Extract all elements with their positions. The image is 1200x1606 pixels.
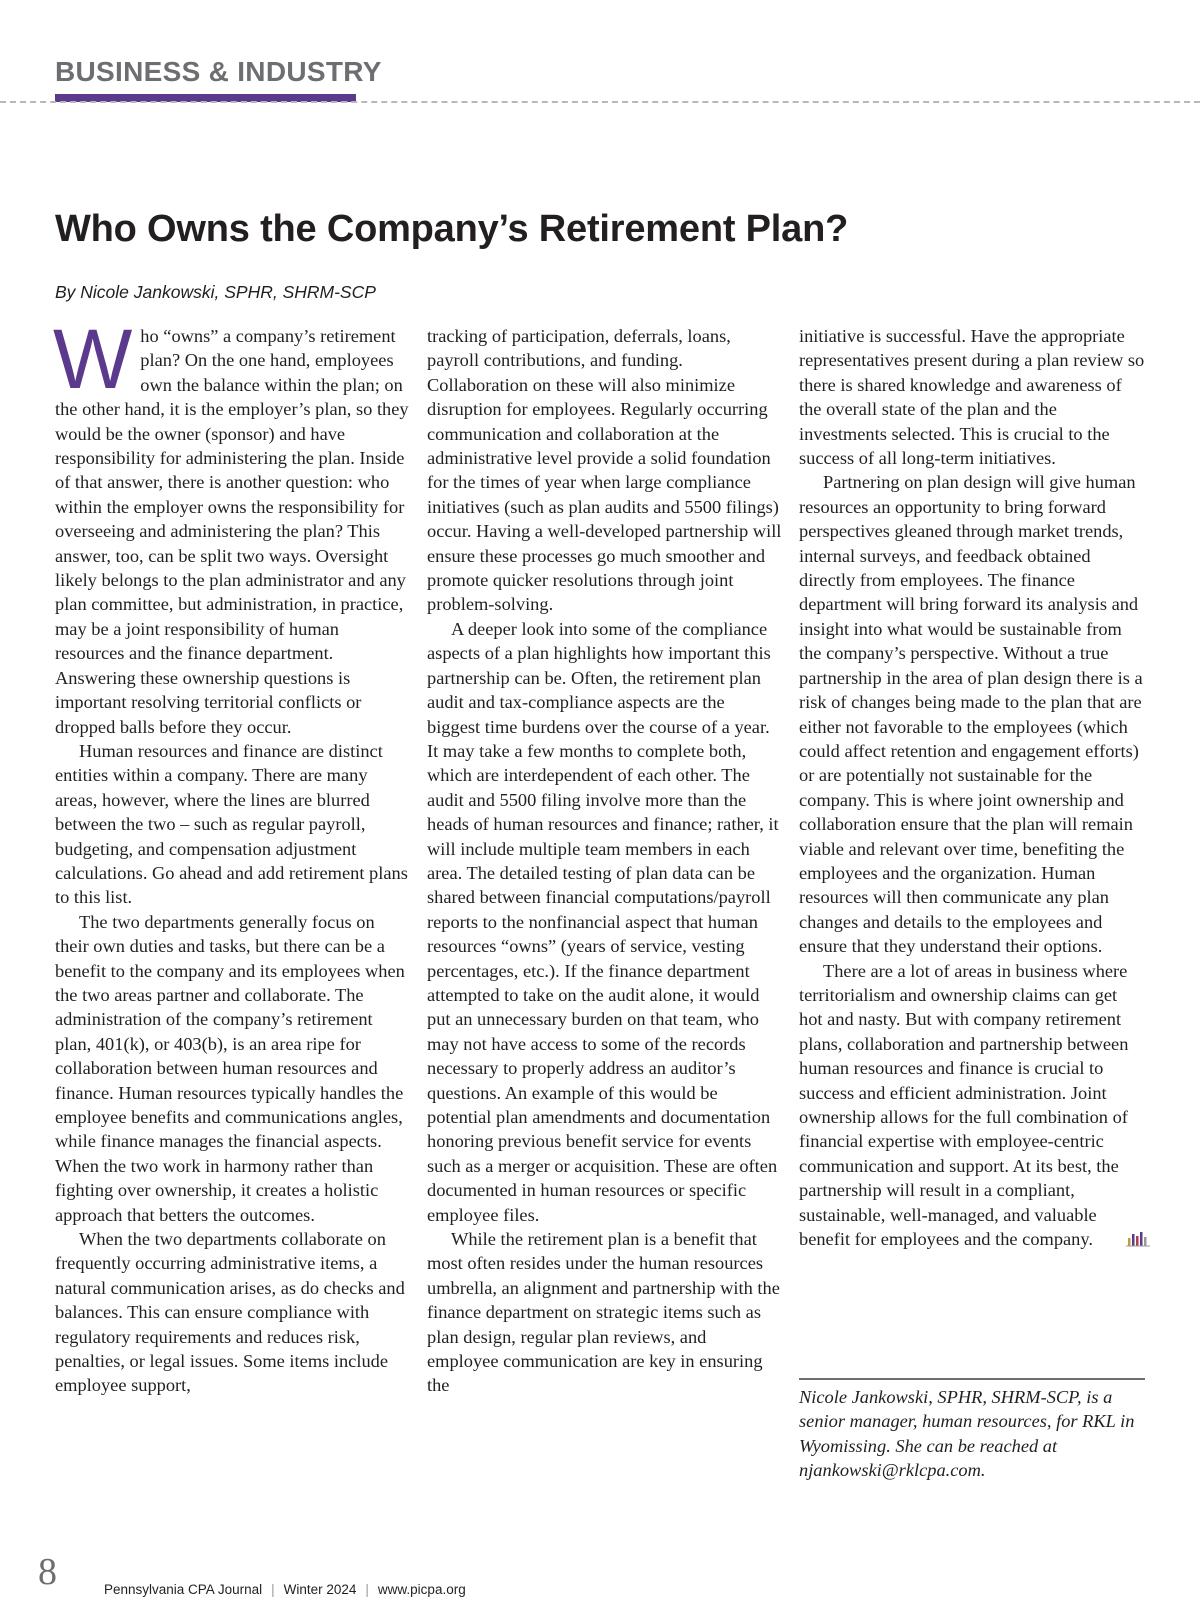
page-number: 8 [38,1551,57,1593]
paragraph-text: ho “owns” a company’s retirement plan? On the one hand, employees own the balance within the plan; on the other hand, it is the employer’s plan, so they would be the owner (sponsor) and have responsibility for administering the plan. Inside of that answer, there is another question: who within the employer owns the responsibility for overseeing and administering the plan? This answer, too, can be split two ways. Oversight likely belongs to the plan administrator and any plan committee, but administration, in practice, may be a joint responsibility of human resources and the finance department. Answering these ownership questions is important resolving territorial conflicts or dropped balls before they occur. [55,326,409,737]
paragraph: While the retirement plan is a benefit that most often resides under the human resources umbrella, an alignment and partnership with the finance department on strategic items such as plan design, regular plan reviews, and employee communication are key in ensuring the [427,1229,780,1396]
article-column-2 [427,324,782,1398]
dashed-divider [0,101,1200,103]
paragraph-text: There are a lot of areas in business where territorialism and ownership claims can get hot and nasty. But with company retirement plans, collaboration and partnership between human resources and finance is crucial to success and efficient administration. Joint ownership allows for the full combination of financial expertise with employee-centric communication and support. At its best, the partnership will result in a compliant, sustainable, well-managed, and valuable benefit for employees and the company. [799,960,1129,1250]
footer-separator: | [365,1582,369,1597]
paragraph: Partnering on plan design will give human resources an opportunity to bring forward perspectives gleaned through market trends, internal surveys, and feedback obtained directly from employees. The finance department will bring forward its analysis and insight into what would be sustainable from the company’s perspective. Without a true partnership in the area of plan design there is a risk of changes being made to the plan that are either not favorable to the employees (which could affect retention and engagement efforts) or are potentially not sustainable for the company. This is where joint ownership and collaboration ensure that the plan will remain viable and relevant over time, benefiting the employees and the organization. Human resources will then communicate any plan changes and details to the employees and ensure that they understand their options. [799,472,1143,957]
page-footer [104,1582,466,1597]
article-column-1 [53,312,410,1398]
issue-date: Winter 2024 [283,1582,357,1597]
article-title: Who Owns the Company’s Retirement Plan? [55,208,849,250]
paragraph [799,959,1145,1252]
paragraph: When the two departments collaborate on frequently occurring administrative items, a natural communication arises, as do checks and balances. This can ensure compliance with regulatory requirements and reduces risk, penalties, or legal issues. Some items include employee support, [55,1229,405,1396]
byline: By Nicole Jankowski, SPHR, SHRM-SCP [55,282,376,302]
paragraph: tracking of participation, deferrals, loans, payroll contributions, and funding. Collaboration on these will also minimize disruption for employees. Regularly occurring communication and collaboration at the administrative level provide a solid foundation for the times of year when large compliance initiatives (such as plan audits and 5500 filings) occur. Having a well-developed partnership will ensure these processes go much smoother and promote quicker resolutions through joint problem-solving. [427,326,782,615]
paragraph: Human resources and finance are distinct entities within a company. There are many areas, however, where the lines are blurred between the two – such as regular payroll, budgeting, and compensation adjustment calculations. Go ahead and add retirement plans to this list. [55,740,408,908]
pa-cpa-logo-icon [1101,1229,1127,1247]
footer-separator: | [271,1582,275,1597]
article-column-3 [799,324,1145,1251]
section-header: BUSINESS & INDUSTRY [55,56,382,87]
publication-name: Pennsylvania CPA Journal [104,1582,263,1597]
website-link[interactable]: www.picpa.org [377,1582,466,1597]
paragraph [53,312,410,739]
paragraph: initiative is successful. Have the appropriate representatives present during a plan review so there is shared knowledge and awareness of the overall state of the plan and the investments selected. This is crucial to the success of all long-term initiatives. [799,326,1145,469]
paragraph: The two departments generally focus on their own duties and tasks, but there can be a benefit to the company and its employees when the two areas partner and collaborate. The administration of the company’s retirement plan, 401(k), or 403(b), is an area ripe for collaboration between human resources and finance. Human resources typically handles the employee benefits and communications angles, while finance manages the financial aspects. When the two work in harmony rather than fighting over ownership, it creates a holistic approach that betters the outcomes. [55,911,405,1225]
bio-divider [799,1378,1145,1380]
paragraph: A deeper look into some of the compliance aspects of a plan highlights how important this partnership can be. Often, the retirement plan audit and tax-compliance aspects are the biggest time burdens over the course of a year. It may take a few months to complete both, which are interdependent of each other. The audit and 5500 filing involve more than the heads of human resources and finance; rather, it will include multiple team members in each area. The detailed testing of plan data can be shared between financial computations/payroll reports to the nonfinancial aspect that human resources “owns” (years of service, vesting percentages, etc.). If the finance department attempted to take on the audit alone, it would put an unnecessary burden on that team, who may not have access to some of the records necessary to properly address an auditor’s questions. An example of this would be potential plan amendments and documentation honoring previous benefit service for events such as a merger or acquisition. These are often documented in human resources or specific employee files. [427,618,779,1225]
author-bio: Nicole Jankowski, SPHR, SHRM-SCP, is a senior manager, human resources, for RKL in Wyomissing. She can be reached at njankowski@rklcpa.com. [799,1387,1135,1481]
drop-cap: W [53,312,133,406]
